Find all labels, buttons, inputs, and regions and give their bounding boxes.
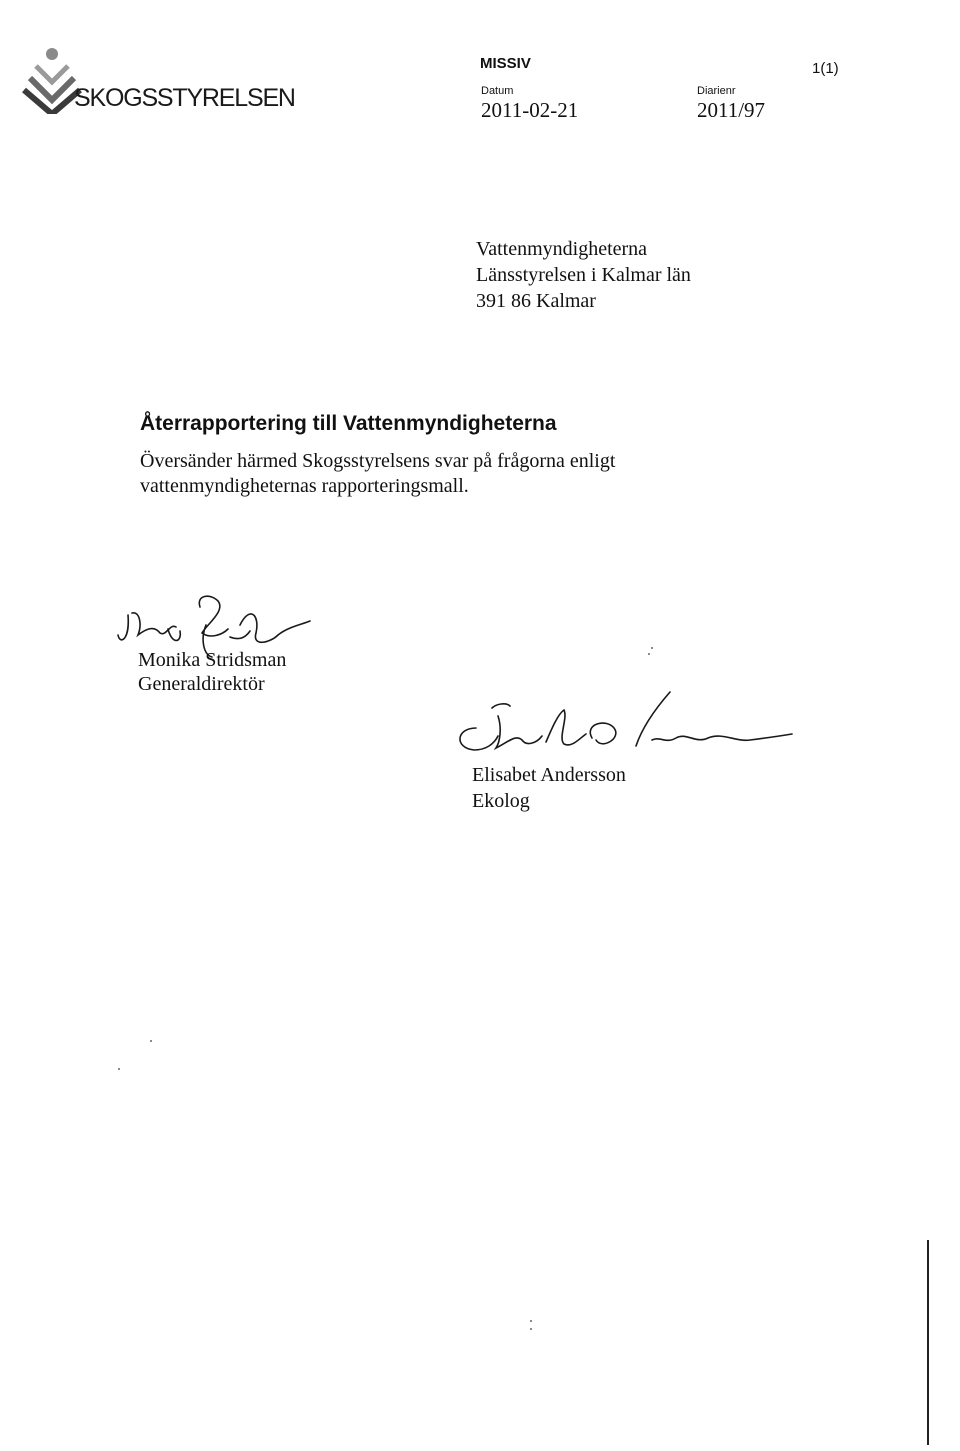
- date-label: Datum: [481, 85, 514, 97]
- date-value: 2011-02-21: [481, 98, 579, 122]
- recipient-address: [476, 236, 691, 314]
- handwritten-signature-icon: [446, 688, 796, 763]
- scan-speck: [651, 647, 653, 649]
- scan-speck: [648, 653, 650, 655]
- scan-edge-line: [927, 1240, 929, 1445]
- signatory-monika: [138, 648, 286, 696]
- body-line: vattenmyndigheternas rapporteringsmall.: [140, 475, 469, 497]
- document-type: MISSIV: [480, 55, 531, 72]
- letter-subject: Återrapportering till Vattenmyndigheterna: [140, 412, 557, 435]
- signatory-title: Generaldirektör: [138, 673, 265, 695]
- recipient-line: Vattenmyndigheterna: [476, 238, 648, 260]
- scan-speck: [118, 1068, 120, 1070]
- diarienr-label: Diarienr: [697, 85, 736, 97]
- letter-body: [140, 449, 700, 499]
- skogsstyrelsen-logo: [22, 44, 295, 124]
- page-number: 1(1): [812, 60, 839, 77]
- logo-wordmark: SKOGSSTYRELSEN: [74, 84, 295, 112]
- skogsstyrelsen-logo-icon: [22, 44, 82, 114]
- signatory-title: Ekolog: [472, 790, 530, 812]
- scan-speck: [530, 1328, 532, 1330]
- scan-speck: [530, 1320, 532, 1322]
- signatory-elisabet: [472, 762, 626, 814]
- signatory-name: Monika Stridsman: [138, 649, 287, 671]
- scan-speck: [150, 1040, 152, 1042]
- recipient-line: Länsstyrelsen i Kalmar län: [476, 264, 691, 286]
- diarienr-value: 2011/97: [697, 98, 766, 122]
- recipient-line: 391 86 Kalmar: [476, 290, 596, 312]
- signatory-name: Elisabet Andersson: [472, 764, 626, 786]
- body-line: Översänder härmed Skogsstyrelsens svar på frågorna enligt: [140, 450, 616, 472]
